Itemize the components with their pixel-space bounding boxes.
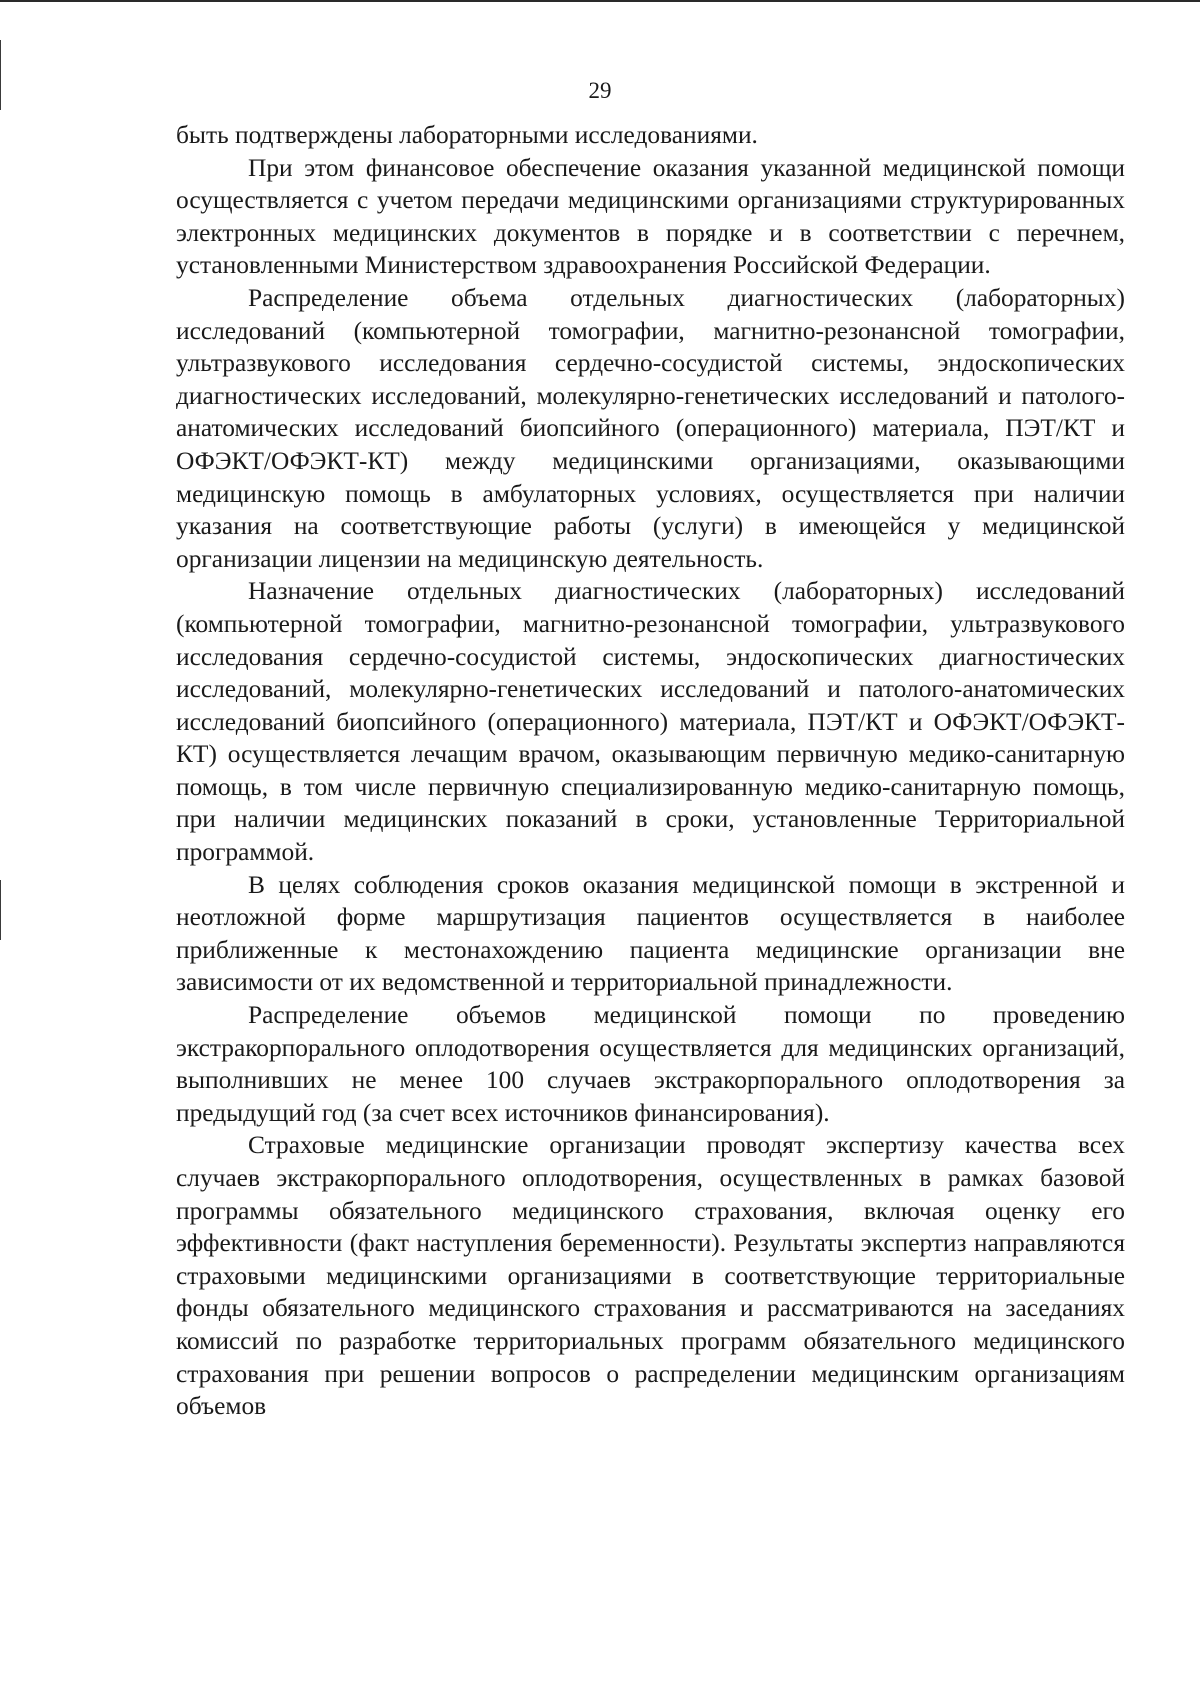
scan-edge-left-lower bbox=[0, 880, 1, 940]
paragraph: В целях соблюдения сроков оказания медицинской помощи в экстренной и неотложной форме маршрутизация пациентов осуществляется в наиболее приближенные к местонахождению пациента медицинские организации вне зависимости от их ведомственной и территориальной принадлежности. bbox=[176, 870, 1125, 997]
paragraph: При этом финансовое обеспечение оказания указанной медицинской помощи осуществляется с учетом передачи медицинскими организациями структурированных электронных медицинских документов в порядке и в соответствии с перечнем, установленными Министерством здравоохранения Российской Федерации. bbox=[176, 153, 1125, 280]
paragraph: Распределение объема отдельных диагностических (лабораторных) исследований (компьютерной томографии, магнитно-резонансной томографии, ультразвукового исследования сердечно-сосудистой системы, эндоскопических диагностических исследований, молекулярно-генетических исследований и патолого-анатомических исследований биопсийного (операционного) материала, ПЭТ/КТ и ОФЭКТ/ОФЭКТ-КТ) между медицинскими организациями, оказывающими медицинскую помощь в амбулаторных условиях, осуществляется при наличии указания на соответствующие работы (услуги) в имеющейся у медицинской организации лицензии на медицинскую деятельность. bbox=[176, 283, 1125, 573]
paragraph: Распределение объемов медицинской помощи по проведению экстракорпорального оплодотворения осуществляется для медицинских организаций, выполнивших не менее 100 случаев экстракорпорального оплодотворения за предыдущий год (за счет всех источников финансирования). bbox=[176, 1001, 1125, 1127]
paragraph-continuation: быть подтверждены лабораторными исследованиями. bbox=[176, 121, 758, 149]
scan-edge-top bbox=[0, 0, 1200, 2]
document-body bbox=[176, 119, 1125, 1423]
paragraph: Назначение отдельных диагностических (лабораторных) исследований (компьютерной томографии, магнитно-резонансной томографии, ультразвукового исследования сердечно-сосудистой системы, эндоскопических диагностических исследований, молекулярно-генетических исследований и патолого-анатомических исследований биопсийного (операционного) материала, ПЭТ/КТ и ОФЭКТ/ОФЭКТ-КТ) осуществляется лечащим врачом, оказывающим первичную медико-санитарную помощь, в том числе первичную специализированную медико-санитарную помощь, при наличии медицинских показаний в сроки, установленные Территориальной программой. bbox=[176, 577, 1125, 867]
paragraph: Страховые медицинские организации проводят экспертизу качества всех случаев экстракорпорального оплодотворения, осуществленных в рамках базовой программы обязательного медицинского страхования, включая оценку его эффективности (факт наступления беременности). Результаты экспертиз направляются страховыми медицинскими организациями в соответствующие территориальные фонды обязательного медицинского страхования и рассматриваются на заседаниях комиссий по разработке территориальных программ обязательного медицинского страхования при решении вопросов о распределении медицинским организациям объемов bbox=[176, 1131, 1125, 1421]
page-number: 29 bbox=[588, 78, 612, 103]
